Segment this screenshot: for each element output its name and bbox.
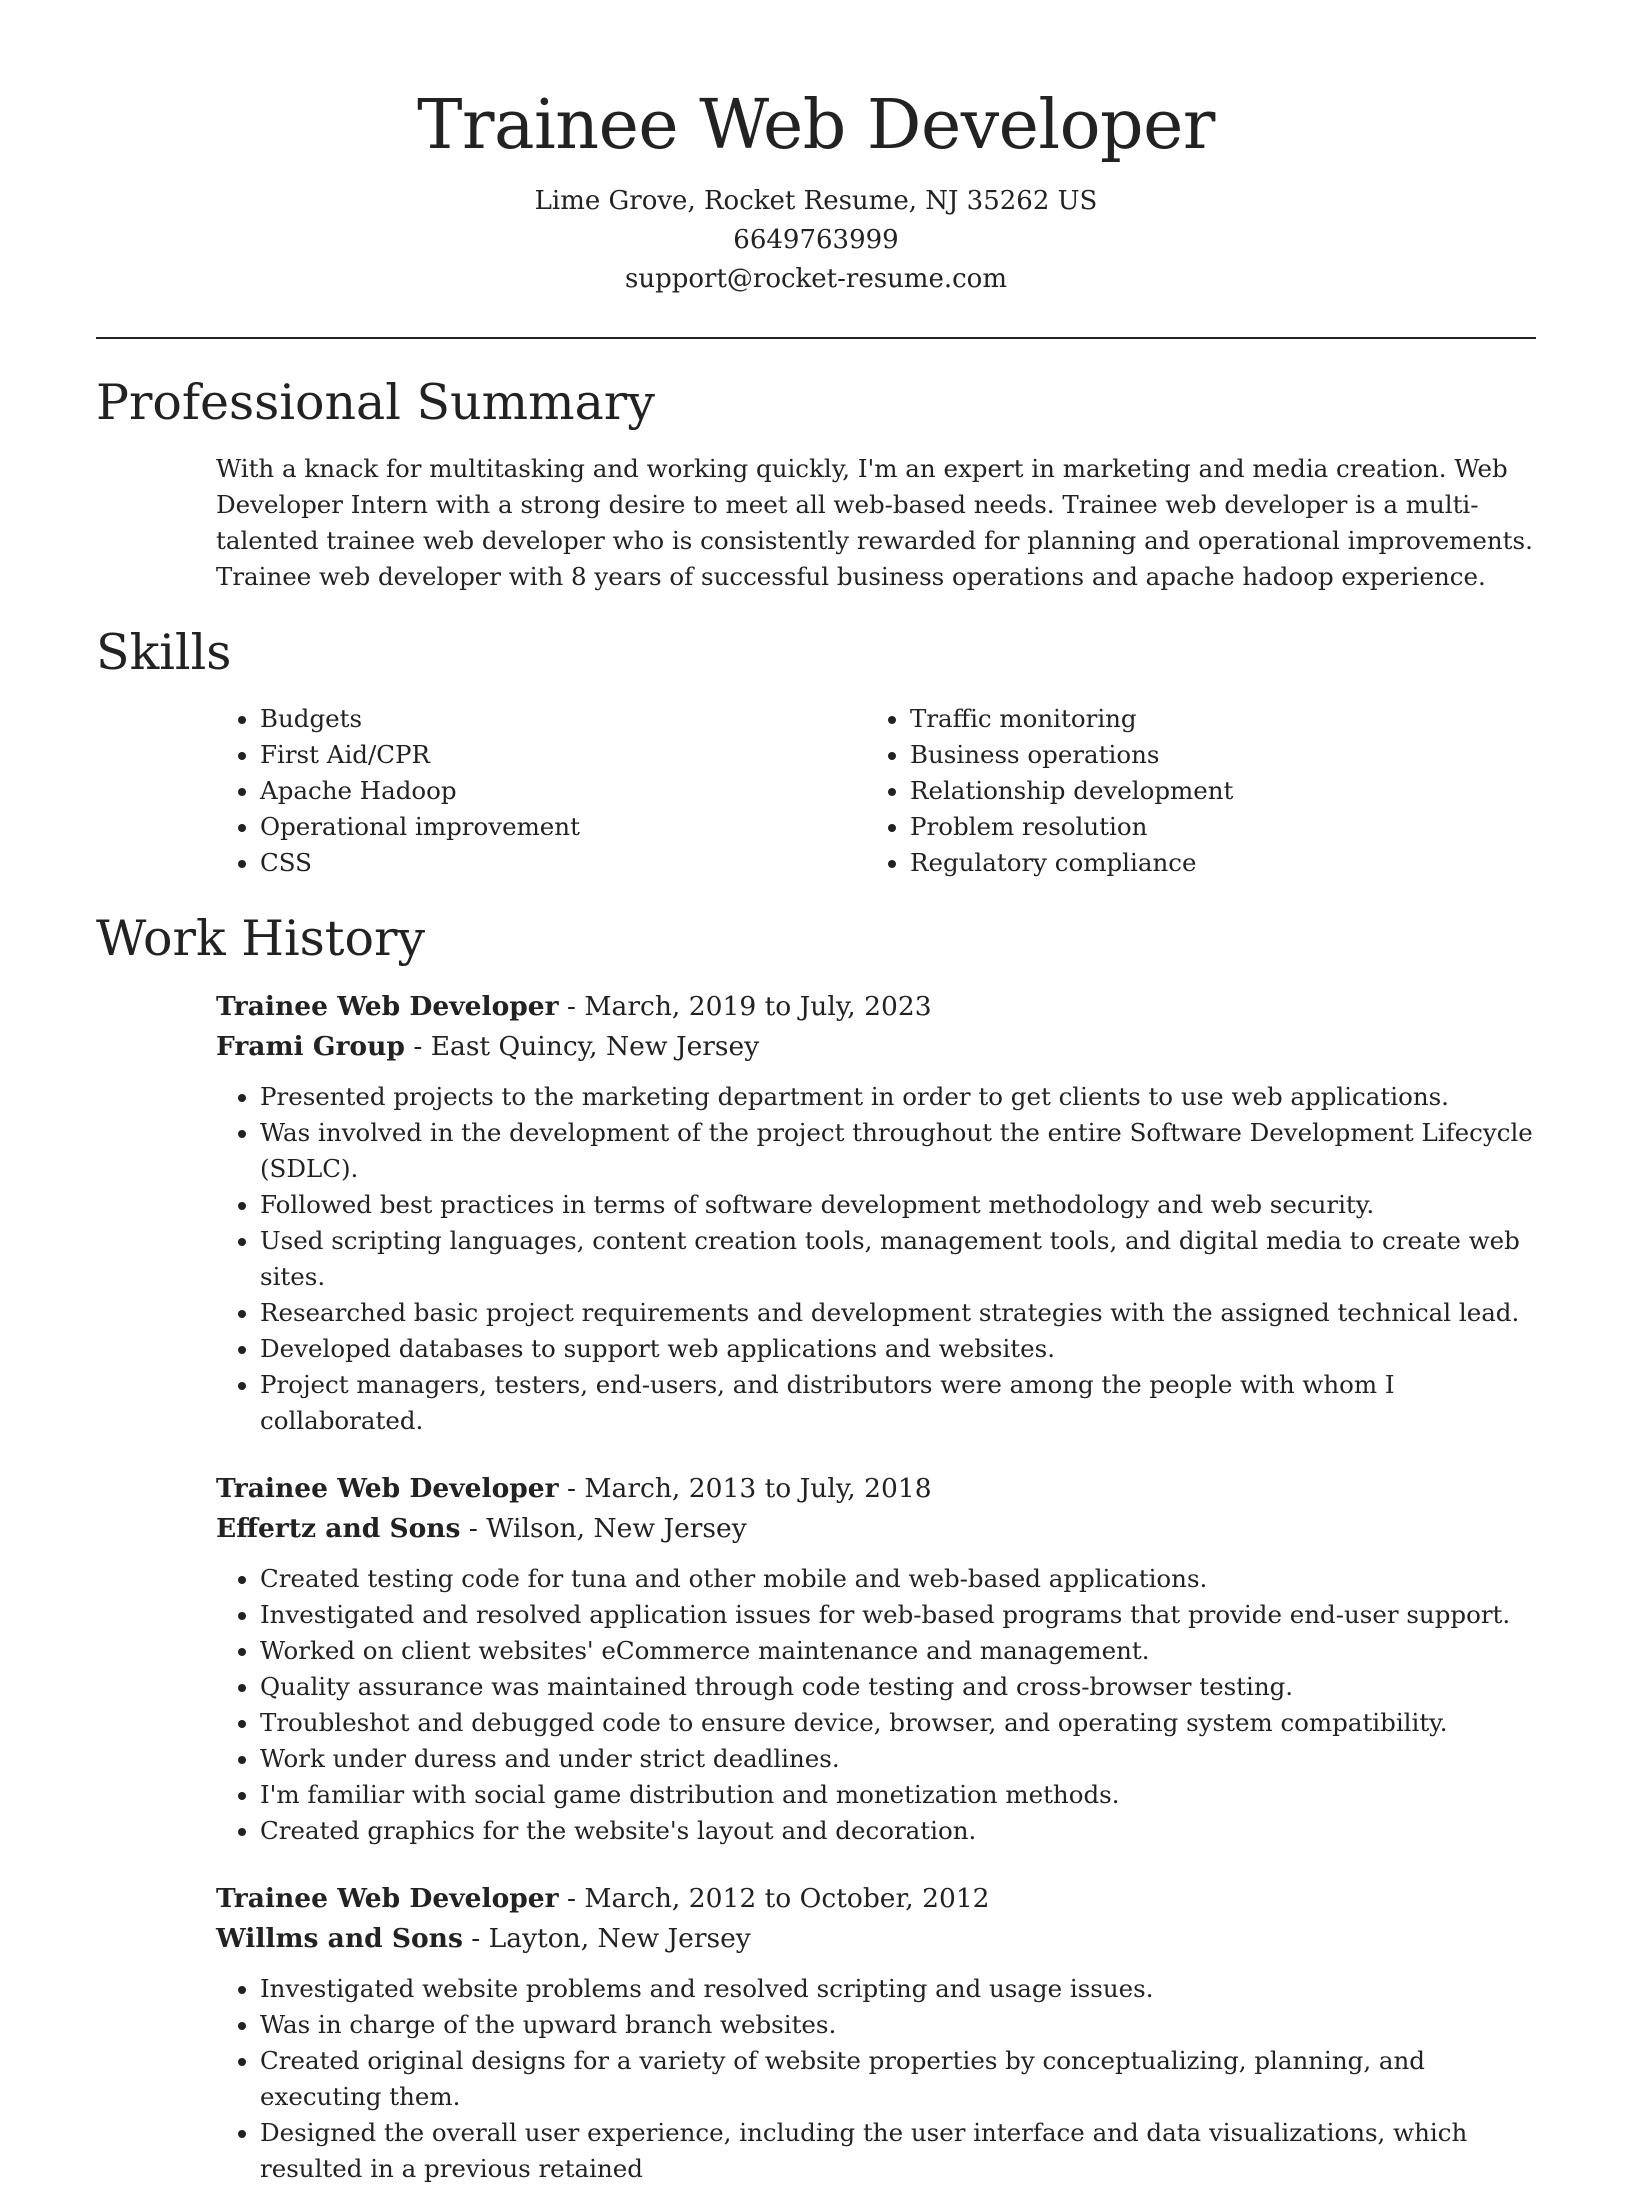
skills-heading: Skills [96, 624, 232, 681]
job-duty: • Was in charge of the upward branch websites. [260, 2007, 1536, 2043]
contact-address: Lime Grove, Rocket Resume, NJ 35262 US [534, 186, 1098, 216]
job-duties [216, 1079, 1536, 1439]
job-duty: • Investigated and resolved application issues for web-based programs that provide end-user support. [260, 1597, 1536, 1633]
job-duty: • Troubleshot and debugged code to ensure device, browser, and operating system compatibility. [260, 1705, 1536, 1741]
job-duty: • Created original designs for a variety of website properties by conceptualizing, planning, and executing them. [260, 2043, 1536, 2115]
job-location: - Layton, New Jersey [462, 1923, 751, 1954]
resume-page [96, 0, 1536, 2187]
job-entry [216, 1879, 1536, 2187]
job-company: Willms and Sons [216, 1923, 463, 1954]
summary-heading: Professional Summary [96, 374, 655, 431]
job-duties [216, 1971, 1536, 2187]
skill-item: • Budgets [260, 701, 866, 737]
job-company: Effertz and Sons [216, 1513, 461, 1544]
job-entry [216, 987, 1536, 1439]
job-duties [216, 1561, 1536, 1849]
candidate-name: Trainee Web Developer [417, 86, 1215, 165]
job-dates: - March, 2012 to October, 2012 [558, 1883, 990, 1914]
job-title-line [216, 1879, 1536, 1919]
job-duty: • Project managers, testers, end-users, and distributors were among the people with whom I collaborated. [260, 1367, 1536, 1439]
job-title-line [216, 987, 1536, 1027]
skill-item: • Relationship development [910, 773, 1516, 809]
job-duty: • Quality assurance was maintained through code testing and cross-browser testing. [260, 1669, 1536, 1705]
job-duty: • Was involved in the development of the project throughout the entire Software Development Lifecycle (SDLC). [260, 1115, 1536, 1187]
job-company-line [216, 1027, 1536, 1067]
skill-item: • Apache Hadoop [260, 773, 866, 809]
job-duty: • Developed databases to support web applications and websites. [260, 1331, 1536, 1367]
job-duty: • Created graphics for the website's layout and decoration. [260, 1813, 1536, 1849]
job-duty: • I'm familiar with social game distribution and monetization methods. [260, 1777, 1536, 1813]
resume-header [96, 0, 1536, 299]
skill-item: • Problem resolution [910, 809, 1516, 845]
header-divider [96, 337, 1536, 339]
skill-item: • Business operations [910, 737, 1516, 773]
contact-phone: 6649763999 [733, 225, 899, 255]
skill-item: • CSS [260, 845, 866, 881]
job-title-line [216, 1469, 1536, 1509]
summary-paragraph: With a knack for multitasking and working quickly, I'm an expert in marketing and media creation. Web Developer Intern with a strong desire to meet all web-based needs. Trainee web developer is a multi-talented trainee web developer who is consistently rewarded for planning and operational improvements. Trainee web developer with 8 years of successful business operations and apache hadoop experience. [216, 454, 1533, 591]
job-location: - East Quincy, New Jersey [404, 1031, 760, 1062]
job-dates: - March, 2013 to July, 2018 [558, 1473, 932, 1504]
job-duty: • Presented projects to the marketing department in order to get clients to use web applications. [260, 1079, 1536, 1115]
job-role: Trainee Web Developer [216, 1883, 559, 1914]
job-duty: • Work under duress and under strict deadlines. [260, 1741, 1536, 1777]
skills-column-left [216, 701, 866, 881]
job-dates: - March, 2019 to July, 2023 [558, 991, 932, 1022]
skill-item: • Regulatory compliance [910, 845, 1516, 881]
job-duty: • Investigated website problems and resolved scripting and usage issues. [260, 1971, 1536, 2007]
job-duty: • Used scripting languages, content creation tools, management tools, and digital media to create web sites. [260, 1223, 1536, 1295]
skills-column-right [866, 701, 1516, 881]
job-role: Trainee Web Developer [216, 1473, 559, 1504]
job-company-line [216, 1509, 1536, 1549]
job-entry [216, 1469, 1536, 1849]
skill-item: • Traffic monitoring [910, 701, 1516, 737]
skills-grid [216, 701, 1536, 881]
skill-item: • First Aid/CPR [260, 737, 866, 773]
job-company: Frami Group [216, 1031, 405, 1062]
job-duty: • Worked on client websites' eCommerce maintenance and management. [260, 1633, 1536, 1669]
work-history-heading: Work History [96, 910, 426, 967]
job-location: - Wilson, New Jersey [460, 1513, 747, 1544]
job-duty: • Followed best practices in terms of software development methodology and web security. [260, 1187, 1536, 1223]
job-duty: • Designed the overall user experience, including the user interface and data visualizations, which resulted in a previous retained [260, 2115, 1536, 2187]
skill-item: • Operational improvement [260, 809, 866, 845]
job-company-line [216, 1919, 1536, 1959]
job-duty: • Created testing code for tuna and other mobile and web-based applications. [260, 1561, 1536, 1597]
contact-email: support@rocket-resume.com [624, 264, 1007, 294]
job-duty: • Researched basic project requirements and development strategies with the assigned technical lead. [260, 1295, 1536, 1331]
job-role: Trainee Web Developer [216, 991, 559, 1022]
